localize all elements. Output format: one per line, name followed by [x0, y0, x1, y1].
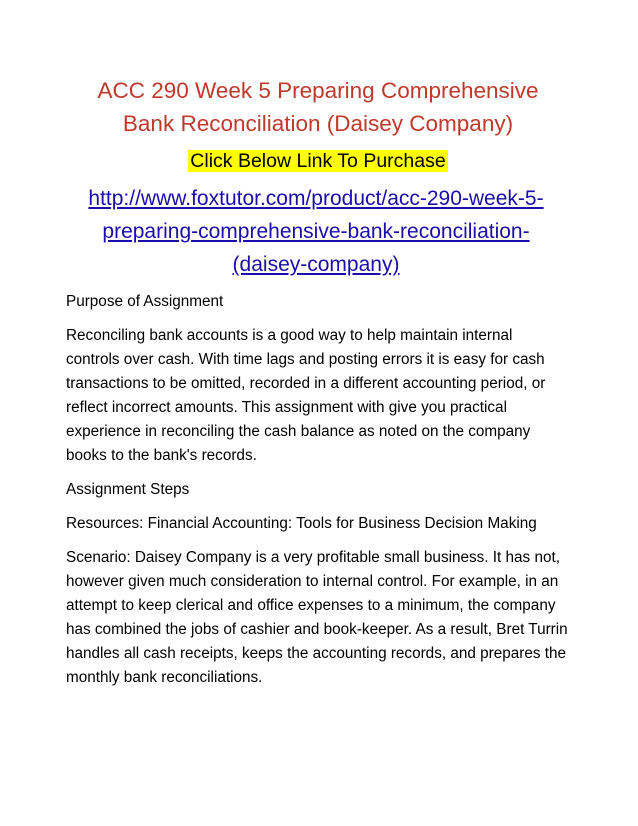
- title-line-2: Bank Reconciliation (Daisey Company): [122, 111, 514, 136]
- purchase-callout: [66, 146, 570, 178]
- resources-line: Resources: Financial Accounting: Tools for Business Decision Making: [66, 515, 537, 532]
- product-link[interactable]: [88, 187, 543, 276]
- steps-heading: Assignment Steps: [66, 481, 190, 498]
- product-link-line-2: preparing-comprehensive-bank-reconciliation-: [102, 220, 530, 243]
- title-line-1: ACC 290 Week 5 Preparing Comprehensive: [97, 78, 539, 103]
- product-link-block: [66, 182, 566, 281]
- product-link-line-3: (daisey-company): [232, 253, 400, 276]
- document-title: [66, 74, 570, 140]
- scenario-paragraph: Scenario: Daisey Company is a very profitable small business. It has not, however given much consideration to internal control. For example, in an attempt to keep clerical and office expenses to a minimum, the company has combined the jobs of cashier and book-keeper. As a result, Bret Turrin handles all cash receipts, keeps the accounting records, and prepares the monthly bank reconciliations.: [66, 549, 568, 686]
- product-link-line-1: http://www.foxtutor.com/product/acc-290-week-5-: [88, 187, 544, 210]
- purpose-heading: Purpose of Assignment: [66, 293, 224, 310]
- purpose-paragraph: Reconciling bank accounts is a good way to help maintain internal controls over cash. With time lags and posting errors it is easy for cash transactions to be omitted, recorded in a different accounting period, or reflect incorrect amounts. This assignment with give you practical experience in reconciling the cash balance as noted on the company books to the bank's records.: [66, 327, 546, 464]
- purchase-callout-text: Click Below Link To Purchase: [190, 150, 446, 172]
